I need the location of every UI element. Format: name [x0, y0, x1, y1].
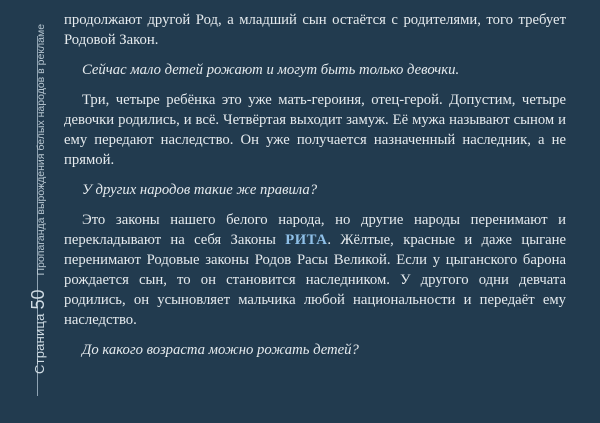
paragraph-3: [64, 210, 566, 330]
question-2: У других народов такие же правила?: [82, 182, 318, 198]
sidebar-caption: [28, 0, 49, 374]
content-area: [64, 10, 566, 370]
page-label: Страница: [32, 313, 47, 374]
paragraph-1: продолжают другой Род, а младший сын остаётся с родителями, того требует Родовой Закон.: [64, 12, 566, 48]
paragraph-3-start: Это законы нашего белого народа, но другие народы перенимают и перекладывают на себя Законы: [64, 212, 566, 248]
paragraph-2: Три, четыре ребёнка это уже мать-героиня, отец-герой. Допустим, четыре девочки родились, и всё. Четвёртая выходит замуж. Её мужа называют сыном и ему передают наследство. Он уже получается назначенный наследник, а не прямой.: [64, 92, 566, 168]
sidebar: [0, 0, 56, 423]
highlight-rita: РИТА: [285, 232, 328, 248]
question-1: Сейчас мало детей рожают и могут быть только девочки.: [82, 62, 460, 78]
page-number: 50: [28, 289, 48, 310]
paragraph-3-end: . Жёлтые, красные и даже цыгане перенимают Родовые законы Родов Расы Великой. Если у цыганского барона рождается сын, то он становится наследником. У другого одни девчата родились, он усыновляет мальчика любой национальности и передаёт ему наследство.: [64, 232, 566, 328]
question-3: До какого возраста можно рожать детей?: [82, 342, 359, 358]
section-title: Пропаганда вырождения белых народов в рекламе: [35, 23, 47, 276]
